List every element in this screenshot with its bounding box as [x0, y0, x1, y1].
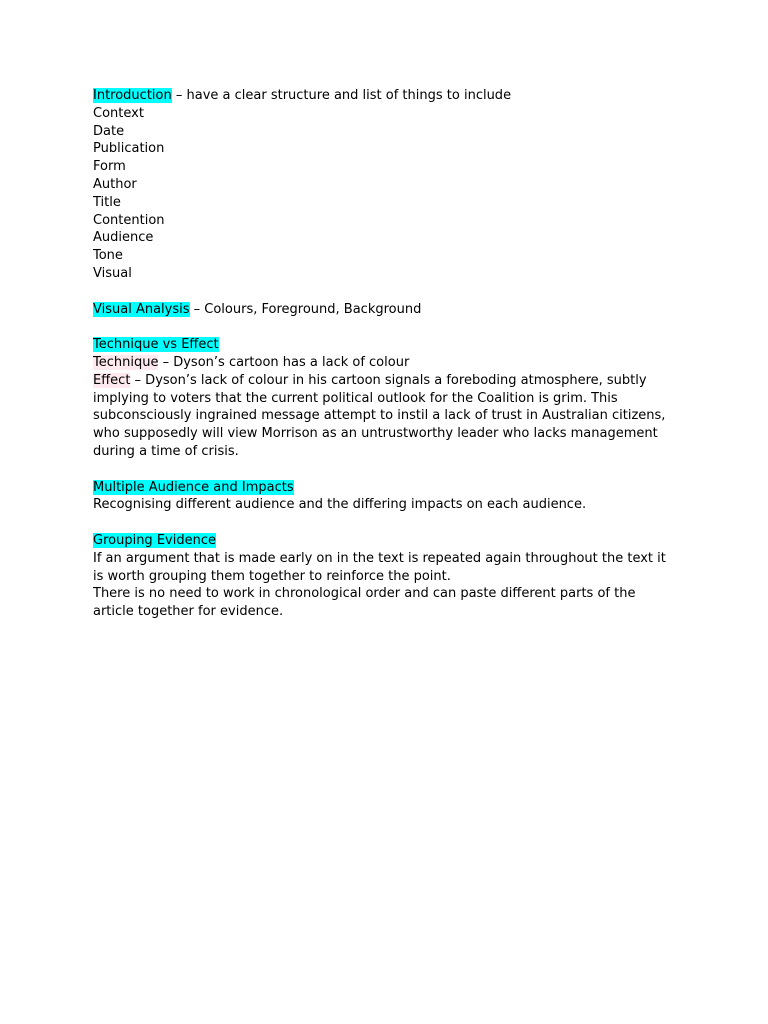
grouping-evidence-para1: If an argument that is made early on in the text is repeated again throughout the text it is worth grouping them together to reinforce the point. [93, 550, 666, 584]
intro-line [93, 87, 678, 105]
grouping-evidence-line [93, 532, 678, 550]
effect-label: Effect [93, 372, 131, 388]
intro-item-title: Title [93, 194, 121, 210]
spacer [93, 318, 678, 336]
technique-text: – Dyson’s cartoon has a lack of colour [158, 354, 410, 370]
technique-label: Technique [93, 354, 159, 370]
intro-item-author: Author [93, 176, 137, 192]
intro-item-visual: Visual [93, 265, 132, 281]
multiple-audience-line [93, 479, 678, 497]
grouping-evidence-para2: There is no need to work in chronological order and can paste different parts of the article together for evidence. [93, 586, 636, 620]
grouping-evidence-heading: Grouping Evidence [93, 532, 216, 548]
intro-item-contention: Contention [93, 212, 165, 228]
technique-vs-effect-heading: Technique vs Effect [93, 337, 219, 353]
spacer [93, 283, 678, 301]
multiple-audience-heading: Multiple Audience and Impacts [93, 479, 294, 495]
intro-item-date: Date [93, 123, 125, 139]
effect-text: – Dyson’s lack of colour in his cartoon signals a foreboding atmosphere, subtly implying to voters that the current political outlook for the Coalition is grim. This subconsciously ingrained message attempt to instil a lack of trust in Australian citizens, who supposedly will view Morrison as an untrustworthy leader who lacks management during a time of crisis. [93, 372, 666, 459]
document-page [93, 87, 678, 621]
visual-analysis-line [93, 301, 678, 319]
intro-item-tone: Tone [93, 248, 123, 264]
effect-paragraph [93, 372, 678, 461]
technique-vs-effect-line [93, 336, 678, 354]
visual-analysis-heading: Visual Analysis [93, 301, 190, 317]
intro-item-form: Form [93, 159, 126, 175]
intro-item-context: Context [93, 105, 144, 121]
multiple-audience-text: Recognising different audience and the differing impacts on each audience. [93, 497, 587, 513]
spacer [93, 461, 678, 479]
intro-item-audience: Audience [93, 230, 154, 246]
intro-heading: Introduction [93, 88, 172, 103]
intro-text: – have a clear structure and list of things to include [171, 88, 512, 103]
spacer [93, 514, 678, 532]
intro-item-publication: Publication [93, 141, 165, 157]
visual-analysis-text: – Colours, Foreground, Background [189, 301, 422, 317]
technique-line [93, 354, 678, 372]
